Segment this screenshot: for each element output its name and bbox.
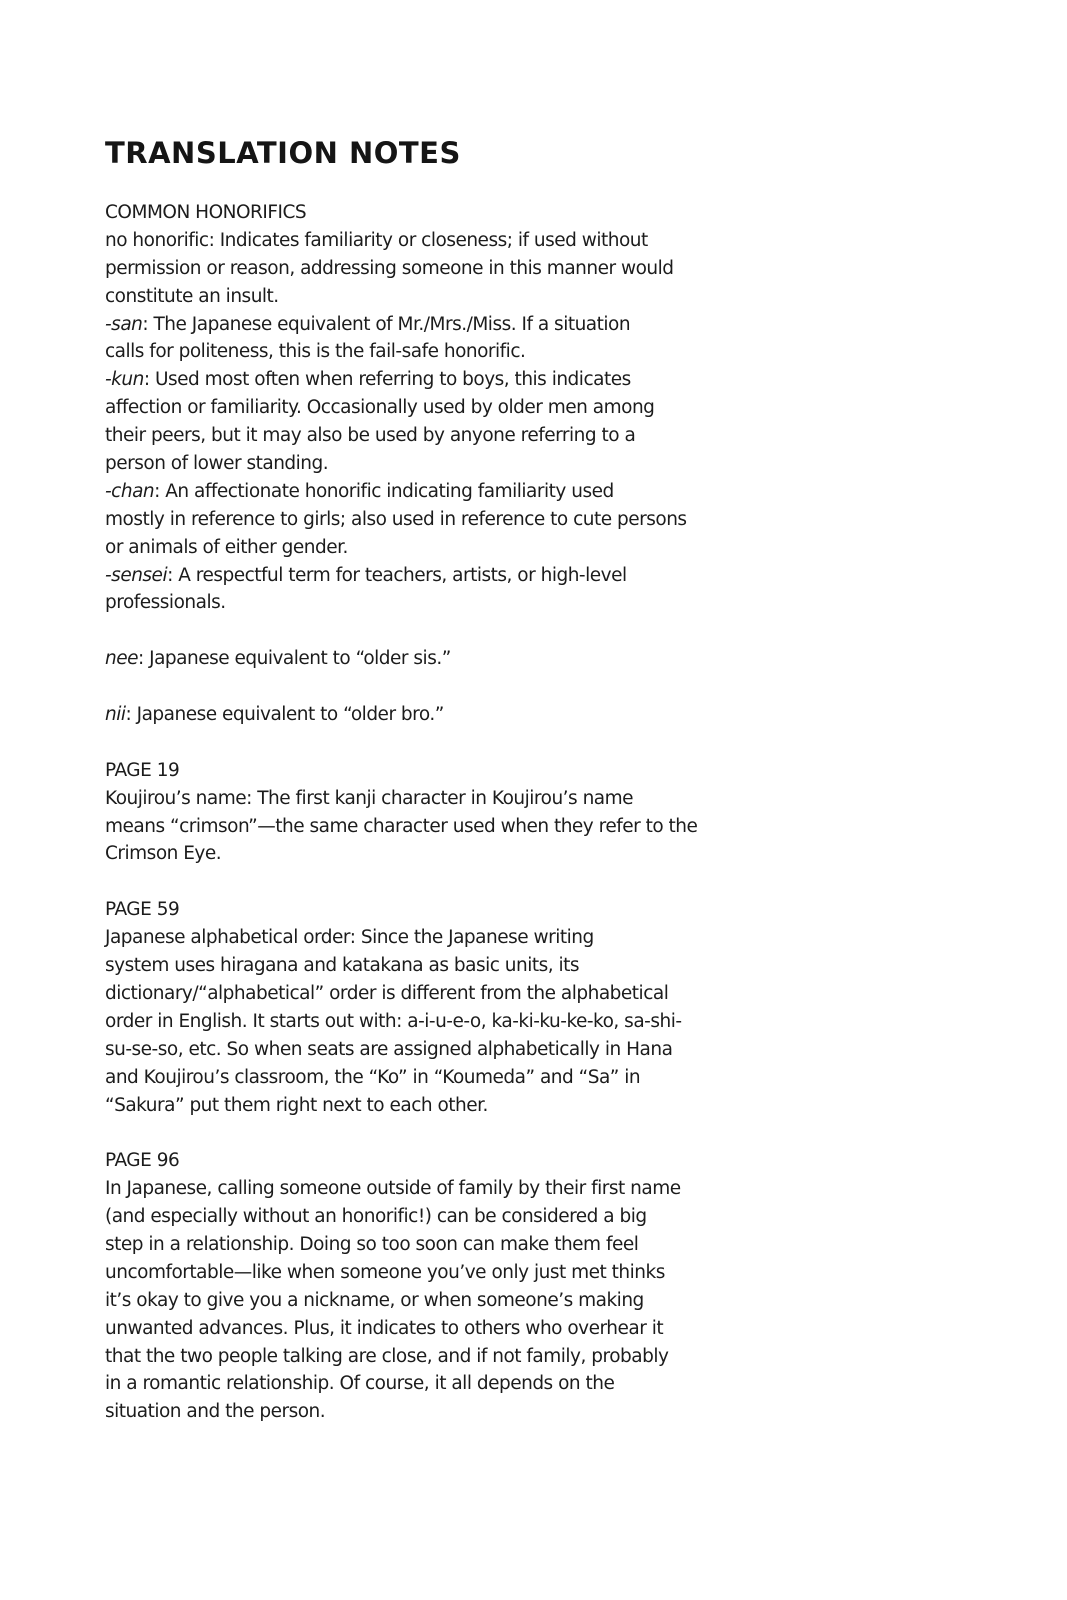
page96-line: that the two people talking are close, and if not family, probably [105,1345,669,1367]
kun-term: -kun [105,369,144,391]
nii-term: nii [105,704,126,726]
kun-line: person of lower standing. [105,453,329,475]
page96-heading: PAGE 96 [105,1150,180,1172]
kun-line: affection or familiarity. Occasionally used by older men among [105,397,655,419]
page19-heading: PAGE 19 [105,759,180,781]
chan-line: mostly in reference to girls; also used in reference to cute persons [105,508,687,530]
page19-line: Koujirou’s name: The first kanji character in Koujirou’s name [105,787,634,809]
notes-body [105,199,697,1426]
san-term: -san [105,313,143,335]
page59-line: su-se-so, etc. So when seats are assigned alphabetically in Hana [105,1038,673,1060]
spacer [105,1119,697,1147]
page96-line: it’s okay to give you a nickname, or when someone’s making [105,1289,644,1311]
spacer [105,673,697,701]
chan-entry [105,478,697,506]
page96-line: step in a relationship. Doing so too soon can make them feel [105,1233,639,1255]
spacer [105,729,697,757]
honorifics-heading: COMMON HONORIFICS [105,202,307,223]
page59-line: and Koujirou’s classroom, the “Ko” in “Koumeda” and “Sa” in [105,1066,641,1088]
page59-line: dictionary/“alphabetical” order is different from the alphabetical [105,982,669,1004]
san-entry [105,311,697,339]
page59-line: Japanese alphabetical order: Since the Japanese writing [105,927,594,949]
chan-line: or animals of either gender. [105,536,348,558]
kun-entry [105,366,697,394]
page59-line: “Sakura” put them right next to each other. [105,1094,488,1116]
page-title: TRANSLATION NOTES [105,136,461,170]
nee-definition: : Japanese equivalent to “older sis.” [138,648,451,670]
page59-line: system uses hiragana and katakana as basic units, its [105,955,580,977]
nii-definition: : Japanese equivalent to “older bro.” [125,704,444,726]
nee-entry [105,645,697,673]
sensei-line: professionals. [105,592,226,614]
kun-definition: : Used most often when referring to boys, this indicates [143,369,631,391]
no-honorific-line: permission or reason, addressing someone in this manner would [105,257,674,279]
page59-line: order in English. It starts out with: a-i-u-e-o, ka-ki-ku-ke-ko, sa-shi- [105,1010,682,1032]
page59-heading: PAGE 59 [105,899,180,921]
chan-definition: : An affectionate honorific indicating familiarity used [154,480,614,502]
page96-line: unwanted advances. Plus, it indicates to others who overhear it [105,1317,664,1339]
san-definition: : The Japanese equivalent of Mr./Mrs./Miss. If a situation [142,313,631,335]
page96-line: situation and the person. [105,1401,326,1423]
spacer [105,617,697,645]
kun-line: their peers, but it may also be used by anyone referring to a [105,425,636,447]
sensei-definition: : A respectful term for teachers, artists, or high-level [167,564,627,586]
nii-entry [105,701,697,729]
chan-term: -chan [105,480,155,502]
no-honorific-line: no honorific: Indicates familiarity or closeness; if used without [105,229,648,251]
sensei-entry [105,562,697,590]
san-line: calls for politeness, this is the fail-safe honorific. [105,341,526,363]
sensei-term: -sensei [105,564,168,586]
page96-line: in a romantic relationship. Of course, it all depends on the [105,1373,615,1395]
no-honorific-line: constitute an insult. [105,285,279,307]
page19-line: Crimson Eye. [105,843,222,865]
page19-line: means “crimson”—the same character used when they refer to the [105,815,698,837]
nee-term: nee [105,648,138,670]
page96-line: (and especially without an honorific!) can be considered a big [105,1206,647,1228]
page96-line: In Japanese, calling someone outside of family by their first name [105,1178,681,1200]
spacer [105,868,697,896]
page96-line: uncomfortable—like when someone you’ve only just met thinks [105,1261,665,1283]
